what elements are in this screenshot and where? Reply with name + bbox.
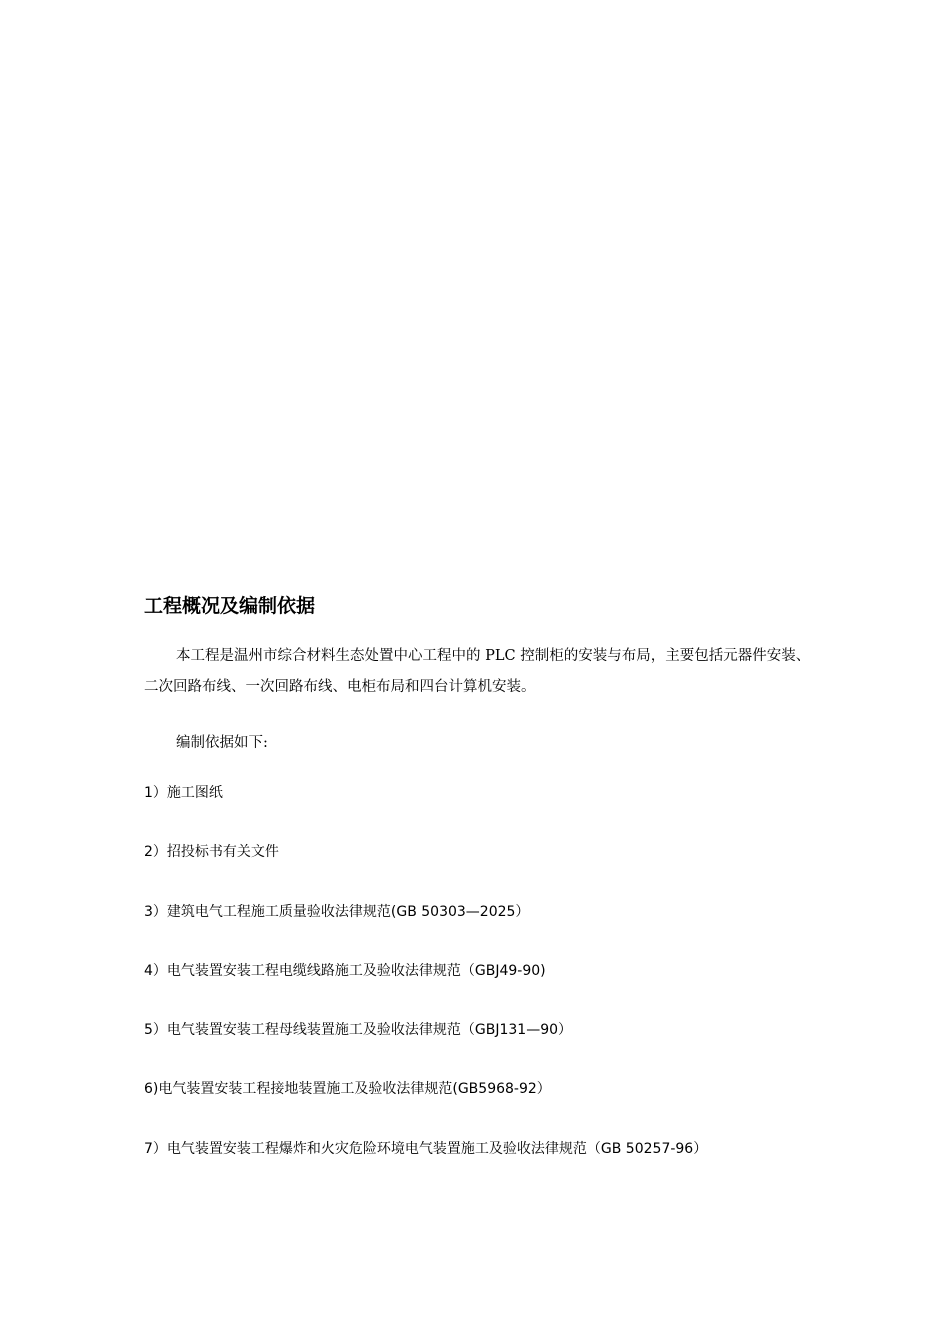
basis-item-6: 6)电气装置安装工程接地装置施工及验收法律规范(GB5968-92） — [144, 1081, 551, 1097]
section-heading: 工程概况及编制依据 — [144, 595, 316, 617]
basis-item-7: 7）电气装置安装工程爆炸和火灾危险环境电气装置施工及验收法律规范（GB 50257-96） — [144, 1141, 708, 1157]
basis-item-2: 2）招投标书有关文件 — [144, 844, 279, 860]
basis-item-3: 3）建筑电气工程施工质量验收法律规范(GB 50303—2025） — [144, 904, 530, 920]
basis-item-4: 4）电气装置安装工程电缆线路施工及验收法律规范（GBJ49-90) — [144, 963, 546, 979]
project-overview-paragraph: 本工程是温州市综合材料生态处置中心工程中的 PLC 控制柜的安装与布局，主要包括元器件安装、二次回路布线、一次回路布线、电柜布局和四台计算机安装。 — [144, 648, 811, 695]
basis-item-5: 5）电气装置安装工程母线装置施工及验收法律规范（GBJ131—90） — [144, 1022, 573, 1038]
basis-intro-text: 编制依据如下: — [176, 735, 268, 751]
basis-item-1: 1）施工图纸 — [144, 785, 223, 801]
